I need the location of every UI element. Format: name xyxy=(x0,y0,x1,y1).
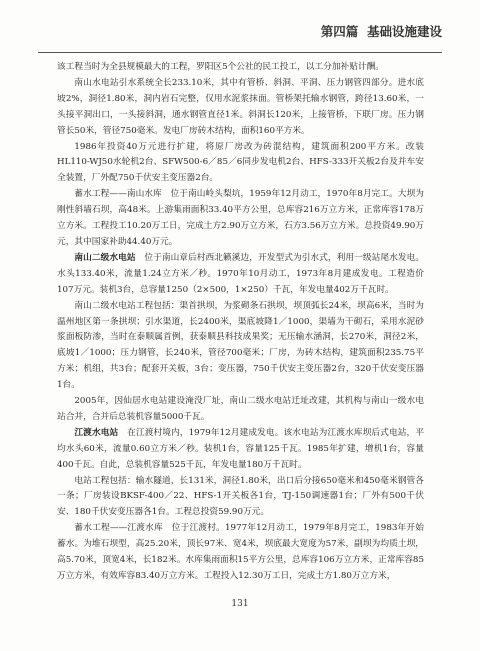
header-title: 基础设施建设 xyxy=(366,24,442,39)
paragraph: 南山水电站引水系统全长233.10米，其中有管桥、斜洞、平洞、压力钢管四部分。进水底坡2%，洞径1.80米，洞内岩石完整，仅用水泥浆抹面。管桥架托输水钢管，跨径13.60米，一头接平洞出口，一头接斜洞，通水钢管直径1米。斜洞长120米，上接管桥，下联厂房。压力钢管长50米，管径750毫米。发电厂房砖木结构，面积160平方米。 xyxy=(57,77,424,136)
paragraph: 1986年投资40万元进行扩建，将原厂房改为砖混结构，建筑面积200平方米。改装HL110-WJ50水轮机2台、SFW500-6／85／6同步发电机2台、HFS-333开关板2台及并车安全装置，厂外配750千伏安主变压器2台。 xyxy=(57,141,424,184)
paragraph: 南山二级水电站工程包括：渠首拱坝，为浆砌条石拱坝，坝顶弧长24米，坝高6米，当时为温州地区第一条拱坝；引水渠道，长2400米，渠底坡降1／1000，渠墙为干砌石，采用水泥砂浆面板防渗，当时在泰顺属首例，获泰顺县科技成果奖；无压输水涵洞，长270米，洞径2米，底坡1／1000；压力钢管，长240米，管径700毫米；厂房，为砖木结构，建筑面积235.75平方米；机组，共3台；配套开关板，3台；变压器，750千伏安主变压器2台，320千伏安变压器1台。 xyxy=(57,300,424,391)
paragraph: 江渡水电站 在江渡村境内，1979年12月建成发电。该水电站为江渡水库坝后式电站，平均水头60米，流量0.60立方米／秒。装机1台，容量125千瓦。1985年扩建，增机1台，容量400千瓦。自此，总装机容量525千瓦，年发电量180万千瓦时。 xyxy=(57,427,425,470)
paragraph: 2005年，因仙居水电站建设淹没厂址，南山二级水电站迁址改建，其机构与南山一级水电站合并，合并后总装机容量5000千瓦。 xyxy=(57,396,424,422)
paragraph: 南山二级水电站 位于南山章后村西北籁溪边，开发型式为引水式，利用一级站尾水发电。水头133.40米，流量1.24立方米／秒。1970年10月动工，1973年8月建成发电。工程造价107万元。装机3台，总容量1250（2×500，1×250）千瓦，年发电量402万千瓦时。 xyxy=(57,252,425,295)
paragraph: 电站工程包括：输水隧道，长131米，洞径1.80米，出口后分接650毫米和450毫米钢管各一条；厂房装设BKSF-400／22、HFS-1开关板各1台，TJ-150调速器1台；厂外有500千伏安、180千伏安变压器各1台。工程总投资59.90万元。 xyxy=(57,475,424,518)
page-body xyxy=(57,60,424,585)
running-header xyxy=(38,22,442,44)
paragraph-heading: 江渡水电站 xyxy=(74,427,119,438)
paragraph-heading: 南山二级水电站 xyxy=(74,252,136,263)
header-part: 第四篇 xyxy=(320,24,359,39)
header-rule xyxy=(38,52,442,53)
paragraph: 该工程当时为全县规模最大的工程，罗阳区5个公社的民工投工，以工分加补贴计酬。 xyxy=(57,62,384,72)
paragraph: 蓄水工程——南山水库 位于南山岭头梨坑，1959年12月动工，1970年8月完工。大坝为刚性斜墙石坝，高48米。上游集雨面积33.40平方公里，总库容216万立方米，正常库容178万立方米。工程投工10.20万工日，完成土方2.90万立方米，石方3.56万立方米。总投资49.90万元，其中国家补助44.40万元。 xyxy=(57,189,424,247)
page-number: 131 xyxy=(231,599,249,609)
paragraph: 蓄水工程——江渡水库 位于江渡村。1977年12月动工，1979年8月完工，1983年开始蓄水。为堆石坝型，高25.20米，顶长97米、宽4米，坝底最大宽度为57米，副坝为均质土坝，高5.70米，顶宽4米，长182米。水库集雨面积15平方公里，总库容106万立方米，正常库容85万立方米，有效库容83.40万立方米。工程投入12.30万工日，完成土方1.80万立方米， xyxy=(57,523,424,581)
